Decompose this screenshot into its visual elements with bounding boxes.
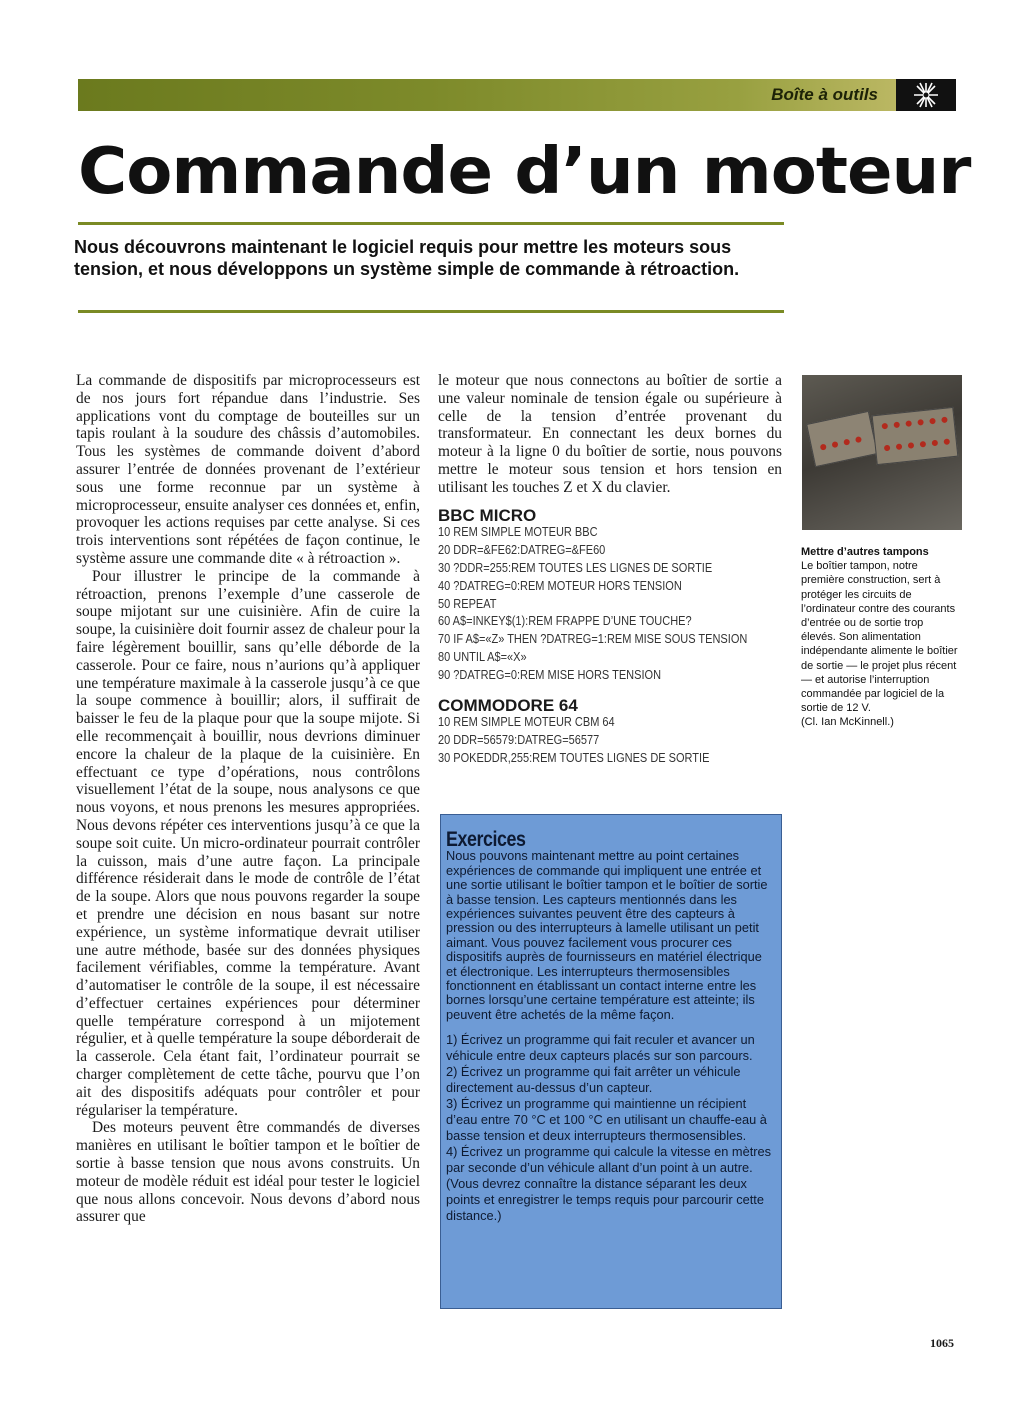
commodore-code-line: 30 POKEDDR,255:REM TOUTES LIGNES DE SORTIE — [438, 750, 710, 765]
commodore-code-line: 20 DDR=56579:DATREG=56577 — [438, 733, 600, 748]
bbc-code-line: 10 REM SIMPLE MOTEUR BBC — [438, 525, 598, 540]
bbc-code-line: 60 A$=INKEY$(1):REM FRAPPE D’UNE TOUCHE? — [438, 614, 692, 629]
exercise-item: 3) Écrivez un programme qui maintienne un récipient d’eau entre 70 °C et 100 °C en utilisant un chauffe-eau à basse tension et deux interrupteurs thermosensibles. — [446, 1096, 767, 1144]
page-title: Commande d’un moteur — [78, 135, 971, 209]
caption-title: Mettre d’autres tampons — [801, 546, 929, 558]
intro-paragraph: Nous découvrons maintenant le logiciel requis pour mettre les moteurs sous tension, et nous développons un système simple de commande à rétroaction. — [74, 237, 740, 279]
buffer-box-device — [806, 411, 878, 467]
exercises-box — [440, 814, 782, 1309]
starburst-icon — [896, 79, 956, 111]
exercise-item: 1) Écrivez un programme qui fait reculer et avancer un véhicule entre deux capteurs placés sur son parcours. — [446, 1032, 755, 1064]
section-header-band — [78, 79, 956, 111]
exercises-intro: Nous pouvons maintenant mettre au point certaines expériences de commande qui impliquent une entrée et une sortie utilisant le boîtier tampon et le boîtier de sortie à basse tension. Les capteurs mentionnés dans les expériences suivantes peuvent être des capteurs à pression ou des interrupteurs à lamelle utilisant un petit aimant. Vous pouvez facilement vous procurer ces dispositifs auprès de fournisseurs en matériel électrique et électronique. Les interrupteurs thermosensibles fonctionnent en établissant un contact interne entre les bornes lorsqu’une certaine température est atteinte; ils peuvent être achetés de la même façon. — [446, 848, 768, 1022]
caption-body: Le boîtier tampon, notre première construction, sert à protéger les circuits de l’ordinateur contre des courants d’entrée ou de sortie trop élevés. Son alimentation indépendante alimente le boîtier de sortie — le projet plus récent — et autorise l’interruption commandée par logiciel de la sortie de 12 V. — [801, 560, 958, 715]
page-number: 1065 — [930, 1336, 954, 1350]
body-paragraph: Des moteurs peuvent être commandés de diverses manières en utilisant le boîtier tampon et le boîtier de sortie à basse tension que nous avons construits. Un moteur de modèle réduit est idéal pour tester le logiciel que nous allons concevoir. Nous devons d’abord nous assurer que — [76, 1119, 420, 1226]
exercise-item: 4) Écrivez un programme qui calcule la vitesse en mètres par seconde d’un véhicule allant d’un point à un autre. (Vous devrez connaître la distance séparant les deux points et enregistrer le temps requis pour parcourir cette distance.) — [446, 1144, 772, 1224]
exercises-title: Exercices — [446, 828, 526, 851]
bbc-heading: BBC MICRO — [438, 505, 537, 525]
bbc-code-line: 30 ?DDR=255:REM TOUTES LES LIGNES DE SORTIE — [438, 560, 713, 575]
caption-credit: (Cl. Ian McKinnell.) — [801, 716, 894, 729]
body-paragraph: La commande de dispositifs par microprocesseurs est de nos jours fort répandue dans l’industrie. Ses applications vont du comptage de bouteilles sur un tapis roulant à la soudure des châssis d’automobiles. Tous les systèmes de commande doivent d’abord assurer l’entrée de données provenant de l’extérieur sous une forme reconnue par un système à microprocesseur, ensuite analyser ces données et, enfin, provoquer les actions requises par cette analyse. Si ces trois interventions sont répétées de façon continue, le système assure une commande dite « à rétroaction ». — [76, 372, 420, 567]
body-paragraph: le moteur que nous connectons au boîtier de sortie a une valeur nominale de tension égale ou supérieure à celle de la tension d’entrée provenant du transformateur. En connectant les deux bornes du moteur à la ligne 0 du boîtier de sortie, nous pouvons mettre le moteur sous tension et hors tension en utilisant les touches Z et X du clavier. — [438, 372, 782, 496]
body-column-left — [76, 372, 420, 1226]
output-box-device — [872, 407, 959, 465]
bbc-code-line: 90 ?DATREG=0:REM MISE HORS TENSION — [438, 667, 662, 682]
bbc-code-line: 80 UNTIL A$=«X» — [438, 649, 527, 664]
intro-rule — [78, 310, 784, 313]
buffer-box-photo — [802, 375, 962, 530]
bbc-code-line: 70 IF A$=«Z» THEN ?DATREG=1:REM MISE SOUS TENSION — [438, 632, 748, 647]
bbc-code-line: 20 DDR=&FE62:DATREG=&FE60 — [438, 543, 606, 558]
exercises-list — [446, 1032, 775, 1224]
body-paragraph: Pour illustrer le principe de la commande à rétroaction, prenons l’exemple d’une casserole de soupe mijotant sur une cuisinière. Afin de cuire la soupe, la cuisinière doit fournir assez de chaleur pour la faire légèrement bouillir, sans qu’elle déborde de la casserole. Pour ce faire, nous n’aurions qu’à appliquer une température maximale à la casserole jusqu’à ce que la soupe commence à bouillir; alors, il suffirait de baisser le feu de la plaque pour que la soupe mijote. Si elle recommençait à bouillir, nous devrions diminuer encore la chaleur de la plaque de la cuisinière. En effectuant ce type d’opérations, nous contrôlons visuellement l’état de la soupe, nous analysons ce que nous voyons, et nous prenons les mesures appropriées. Nous devons répéter ces interventions jusqu’à ce que la soupe soit cuite. Un micro-ordinateur pourrait contrôler la cuisson, mais d’une autre façon. La principale différence résiderait dans le mode de contrôle de l’état de la soupe. Alors que nous pouvons regarder la soupe et prendre une décision en nous basant sur notre expérience, un système informatique devrait utiliser une autre méthode, basée sur des données physiques facilement vérifiables, comme la température. Avant d’automatiser le contrôle de la soupe, il est nécessaire d’effectuer certaines expériences pour déterminer quelle température correspond à un mijotement régulier, et à quelle température la soupe déborderait de la casserole. Cela étant fait, l’ordinateur pourrait se charger complètement de cette tâche, pourvu que l’on ait des dispositifs adéquats pour contrôler et pour régulariser la température. — [76, 567, 420, 1119]
bbc-code-line: 50 REPEAT — [438, 596, 497, 611]
body-column-right — [438, 372, 782, 768]
photo-caption — [801, 545, 961, 730]
section-label: Boîte à outils — [771, 85, 878, 104]
bbc-code-line: 40 ?DATREG=0:REM MOTEUR HORS TENSION — [438, 578, 682, 593]
exercise-item: 2) Écrivez un programme qui fait arrêter un véhicule directement au-dessus d’un capteur. — [446, 1064, 741, 1096]
title-rule — [78, 222, 784, 225]
commodore-heading: COMMODORE 64 — [438, 695, 578, 715]
commodore-code-line: 10 REM SIMPLE MOTEUR CBM 64 — [438, 715, 615, 730]
